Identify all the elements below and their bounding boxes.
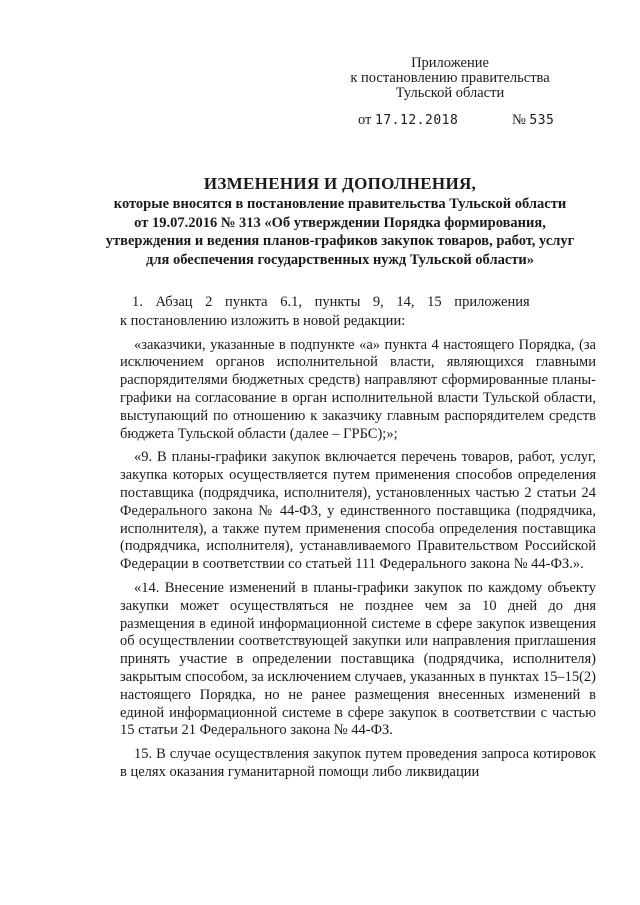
heading-line-4: для обеспечения государственных нужд Тульской области»: [146, 251, 534, 268]
decree-dateline: [358, 112, 554, 129]
heading-line-2: от 19.07.2016 № 313 «Об утверждении Порядка формирования,: [134, 214, 546, 231]
paragraph-4: «14. Внесение изменений в планы-графики закупок по каждому объекту закупки может осуществляться не позднее чем за 10 дней до дня размещения в единой информационной системе в сфере закупок извещения об осуществлении соответствующей закупки или направления приглашения принять участие в определении поставщика (подрядчика, исполнителя) закрытым способом, за исключением случаев, указанных в пунктах 15–15(2) настоящего Порядка, но не ранее размещения внесенных изменений в единой информационной системе в сфере закупок в соответствии с частью 15 статьи 21 Федерального закона № 44-ФЗ.: [120, 579, 596, 739]
paragraph-1-lead: 1. Абзац 2 пункта 6.1, пункты 9, 14, 15 приложения: [132, 294, 530, 310]
heading-line-1: которые вносятся в постановление правительства Тульской области: [113, 196, 567, 212]
document-body: [120, 294, 596, 788]
number-label: №: [511, 112, 526, 128]
decree-date: 17.12.2018: [375, 113, 459, 128]
paragraph-1-continuation: к постановлению изложить в новой редакции:: [120, 312, 406, 329]
appendix-line-2: к постановлению правительства: [350, 70, 550, 86]
paragraph-3: «9. В планы-графики закупок включается перечень товаров, работ, услуг, закупка которых осуществляется путем применения способов определения поставщика (подрядчика, исполнителя), установленных частью 2 статьи 24 Федерального закона № 44-ФЗ, у единственного поставщика (подрядчика, исполнителя), а также путем применения способа определения поставщика (подрядчика, исполнителя), устанавливаемого Правительством Российской Федерации в соответствии со статьей 111 Федерального закона № 44-ФЗ.».: [120, 449, 596, 573]
appendix-block: [300, 56, 600, 101]
paragraph-5: 15. В случае осуществления закупок путем проведения запроса котировок в целях оказания гуманитарной помощи либо ликвидации: [120, 746, 596, 780]
from-label: от: [358, 112, 372, 128]
paragraph-2: «заказчики, указанные в подпункте «а» пункта 4 настоящего Порядка, (за исключением органов исполнительной власти, являющихся главными распорядителями бюджетных средств) направляют сформированные планы-графики на согласование в орган исполнительной власти Тульской области, выступающий по отношению к заказчику главным распорядителем средств бюджета Тульской области (далее – ГРБС);»;: [120, 336, 596, 442]
appendix-line-3: Тульской области: [395, 85, 505, 101]
heading-title: ИЗМЕНЕНИЯ И ДОПОЛНЕНИЯ,: [203, 174, 477, 193]
heading-line-3: утверждения и ведения планов-графиков закупок товаров, работ, услуг: [105, 233, 575, 249]
appendix-line-1: Приложение: [411, 55, 489, 71]
decree-number: 535: [529, 113, 555, 128]
document-heading: [80, 174, 600, 269]
